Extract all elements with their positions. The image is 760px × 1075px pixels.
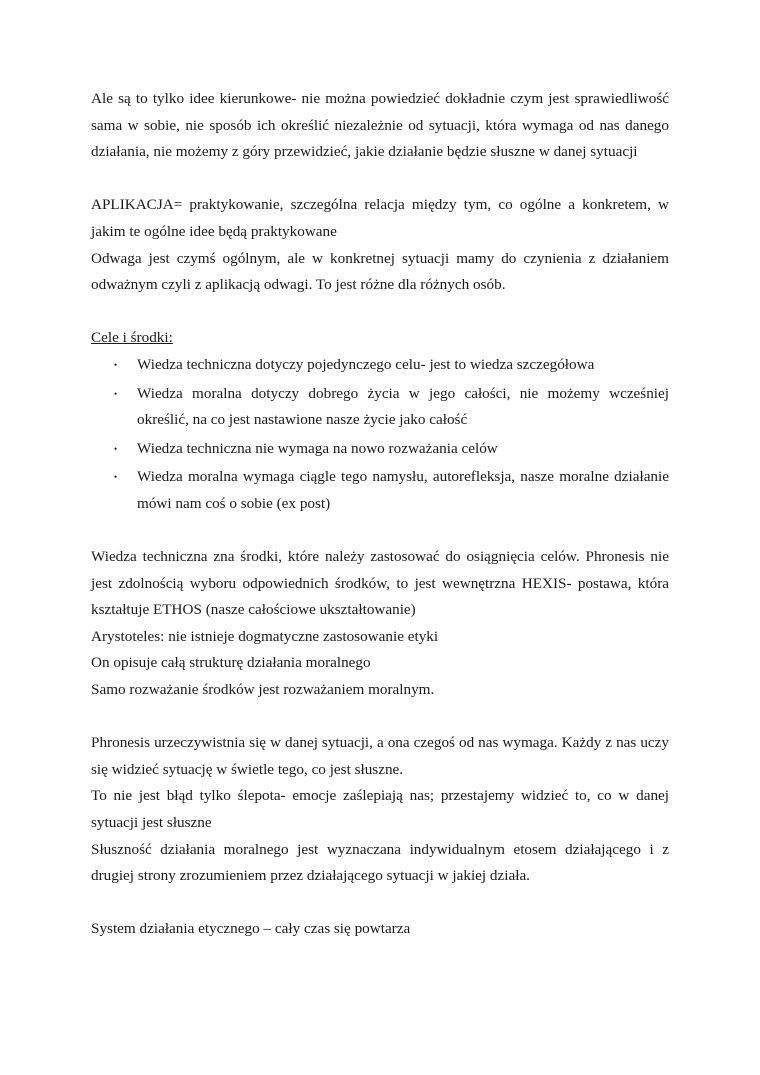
spacer bbox=[91, 704, 669, 731]
spacer bbox=[91, 518, 669, 545]
bullet-icon: • bbox=[114, 388, 118, 399]
paragraph-aristotle: Arystoteles: nie istnieje dogmatyczne zastosowanie etyki bbox=[91, 627, 439, 645]
paragraph-courage: Odwaga jest czymś ogólnym, ale w konkretnej sytuacji mamy do czynienia z działaniem odważnym czyli z aplikacją odwagi. To jest różne dla różnych osób. bbox=[91, 249, 669, 294]
bullet-item: • Wiedza techniczna nie wymaga na nowo rozważania celów bbox=[91, 436, 669, 463]
section-heading: Cele i środki: bbox=[91, 329, 173, 347]
bullet-icon: • bbox=[114, 443, 118, 454]
bullet-icon: • bbox=[114, 359, 118, 370]
paragraph-technical-knowledge: Wiedza techniczna zna środki, które należy zastosować do osiągnięcia celów. Phronesis nie jest zdolnością wyboru odpowiednich środków, to jest wewnętrzna HEXIS- postawa, która kształtuje ETHOS (nasze całościowe ukształtowanie) bbox=[91, 548, 669, 619]
paragraph-blindness: To nie jest błąd tylko ślepota- emocje zaślepiają nas; przestajemy widzieć to, co w danej sytuacji jest słuszne bbox=[91, 787, 669, 832]
paragraph-system: System działania etycznego – cały czas się powtarza bbox=[91, 920, 411, 938]
bullet-item: • Wiedza moralna wymaga ciągle tego namysłu, autorefleksja, nasze moralne działanie mówi nam coś o sobie (ex post) bbox=[91, 464, 669, 517]
paragraph-application: APLIKACJA= praktykowanie, szczególna relacja między tym, co ogólne a konkretem, w jakim te ogólne idee będą praktykowane bbox=[91, 196, 669, 240]
paragraph-phronesis: Phronesis urzeczywistnia się w danej sytuacji, a ona czegoś od nas wymaga. Każdy z nas uczy się widzieć sytuację w świetle tego, co jest słuszne. bbox=[91, 734, 669, 778]
paragraph-justice: Ale są to tylko idee kierunkowe- nie można powiedzieć dokładnie czym jest sprawiedliwość sama w sobie, nie sposób ich określić niezależnie od sytuacji, która wymaga od nas danego działania, nie możemy z góry przewidzieć, jakie działanie będzie słuszne w danej sytuacji bbox=[91, 90, 669, 161]
paragraph-rightness: Słuszność działania moralnego jest wyznaczana indywidualnym etosem działającego i z drugiej strony zrozumieniem przez działającego sytuacji w jakiej działa. bbox=[91, 840, 669, 885]
bullet-item: • Wiedza techniczna dotyczy pojedynczego celu- jest to wiedza szczegółowa bbox=[91, 352, 669, 379]
spacer bbox=[91, 890, 669, 917]
bullet-list bbox=[91, 352, 669, 518]
spacer bbox=[91, 299, 669, 326]
document-page bbox=[91, 86, 669, 943]
paragraph-structure: On opisuje całą strukturę działania moralnego bbox=[91, 654, 371, 672]
paragraph-means: Samo rozważanie środków jest rozważaniem moralnym. bbox=[91, 681, 435, 699]
bullet-icon: • bbox=[114, 472, 118, 483]
spacer bbox=[91, 166, 669, 193]
bullet-item: • Wiedza moralna dotyczy dobrego życia w jego całości, nie możemy wcześniej określić, na co jest nastawione nasze życie jako całość bbox=[91, 381, 669, 434]
